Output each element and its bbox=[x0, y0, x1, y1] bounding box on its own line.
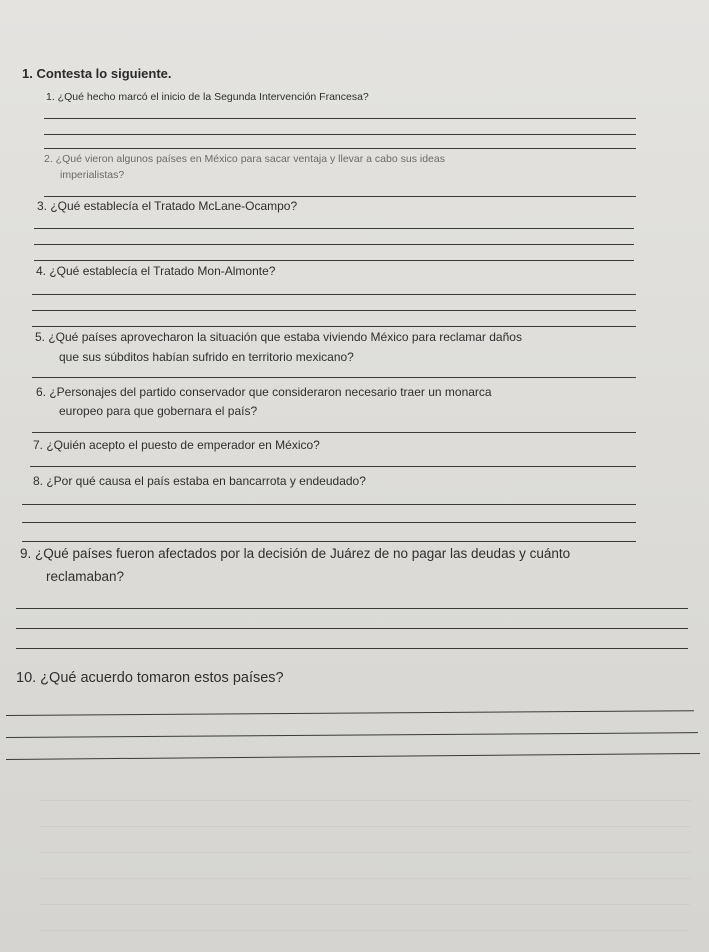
answer-line bbox=[30, 466, 636, 467]
answer-line bbox=[34, 228, 634, 229]
answer-line bbox=[16, 628, 688, 629]
question-7: 7. ¿Quién acepto el puesto de emperador en México? bbox=[33, 438, 320, 452]
question-9-continuation: reclamaban? bbox=[46, 569, 125, 584]
answer-line bbox=[22, 504, 636, 505]
answer-line bbox=[22, 541, 636, 542]
answer-line bbox=[32, 377, 636, 378]
show-through-line bbox=[40, 852, 690, 853]
answer-line bbox=[6, 710, 694, 716]
answer-line bbox=[32, 310, 636, 311]
answer-line bbox=[22, 522, 636, 523]
question-6-continuation: europeo para que gobernara el país? bbox=[59, 404, 258, 418]
answer-line bbox=[32, 294, 636, 295]
answer-line bbox=[44, 196, 636, 197]
question-6: 6. ¿Personajes del partido conservador que consideraron necesario traer un monarca bbox=[36, 385, 492, 399]
answer-line bbox=[44, 148, 636, 149]
show-through-line bbox=[40, 930, 690, 931]
answer-line bbox=[32, 432, 636, 433]
answer-line bbox=[6, 753, 700, 760]
show-through-line bbox=[40, 826, 690, 827]
answer-line bbox=[44, 118, 636, 119]
answer-line bbox=[44, 134, 636, 135]
question-3: 3. ¿Qué establecía el Tratado McLane-Ocampo? bbox=[37, 199, 298, 213]
question-1-text: 1. ¿Qué hecho marcó el inicio de la Segunda Intervención Francesa? bbox=[46, 91, 369, 103]
question-8: 8. ¿Por qué causa el país estaba en bancarrota y endeudado? bbox=[33, 474, 366, 488]
question-5-continuation: que sus súbditos habían sufrido en territorio mexicano? bbox=[59, 350, 354, 364]
answer-line bbox=[6, 732, 698, 738]
answer-line bbox=[16, 648, 688, 649]
answer-line bbox=[32, 326, 636, 327]
question-10: 10. ¿Qué acuerdo tomaron estos países? bbox=[16, 670, 284, 686]
answer-line bbox=[34, 244, 634, 245]
section-title: 1. Contesta lo siguiente. bbox=[22, 66, 172, 81]
show-through-line bbox=[40, 904, 690, 905]
show-through-line bbox=[40, 878, 690, 879]
question-9: 9. ¿Qué países fueron afectados por la decisión de Juárez de no pagar las deudas y cuánto bbox=[20, 546, 571, 561]
question-4: 4. ¿Qué establecía el Tratado Mon-Almonte? bbox=[36, 264, 276, 278]
answer-line bbox=[34, 260, 634, 261]
question-2-text: 2. ¿Qué vieron algunos países en México para sacar ventaja y llevar a cabo sus ideas bbox=[44, 153, 445, 165]
question-2 bbox=[44, 153, 445, 165]
question-2-continuation: imperialistas? bbox=[60, 169, 125, 181]
show-through-line bbox=[40, 800, 690, 801]
question-1 bbox=[46, 91, 369, 103]
question-5: 5. ¿Qué países aprovecharon la situación que estaba viviendo México para reclamar daños bbox=[35, 330, 522, 344]
answer-line bbox=[16, 608, 688, 609]
